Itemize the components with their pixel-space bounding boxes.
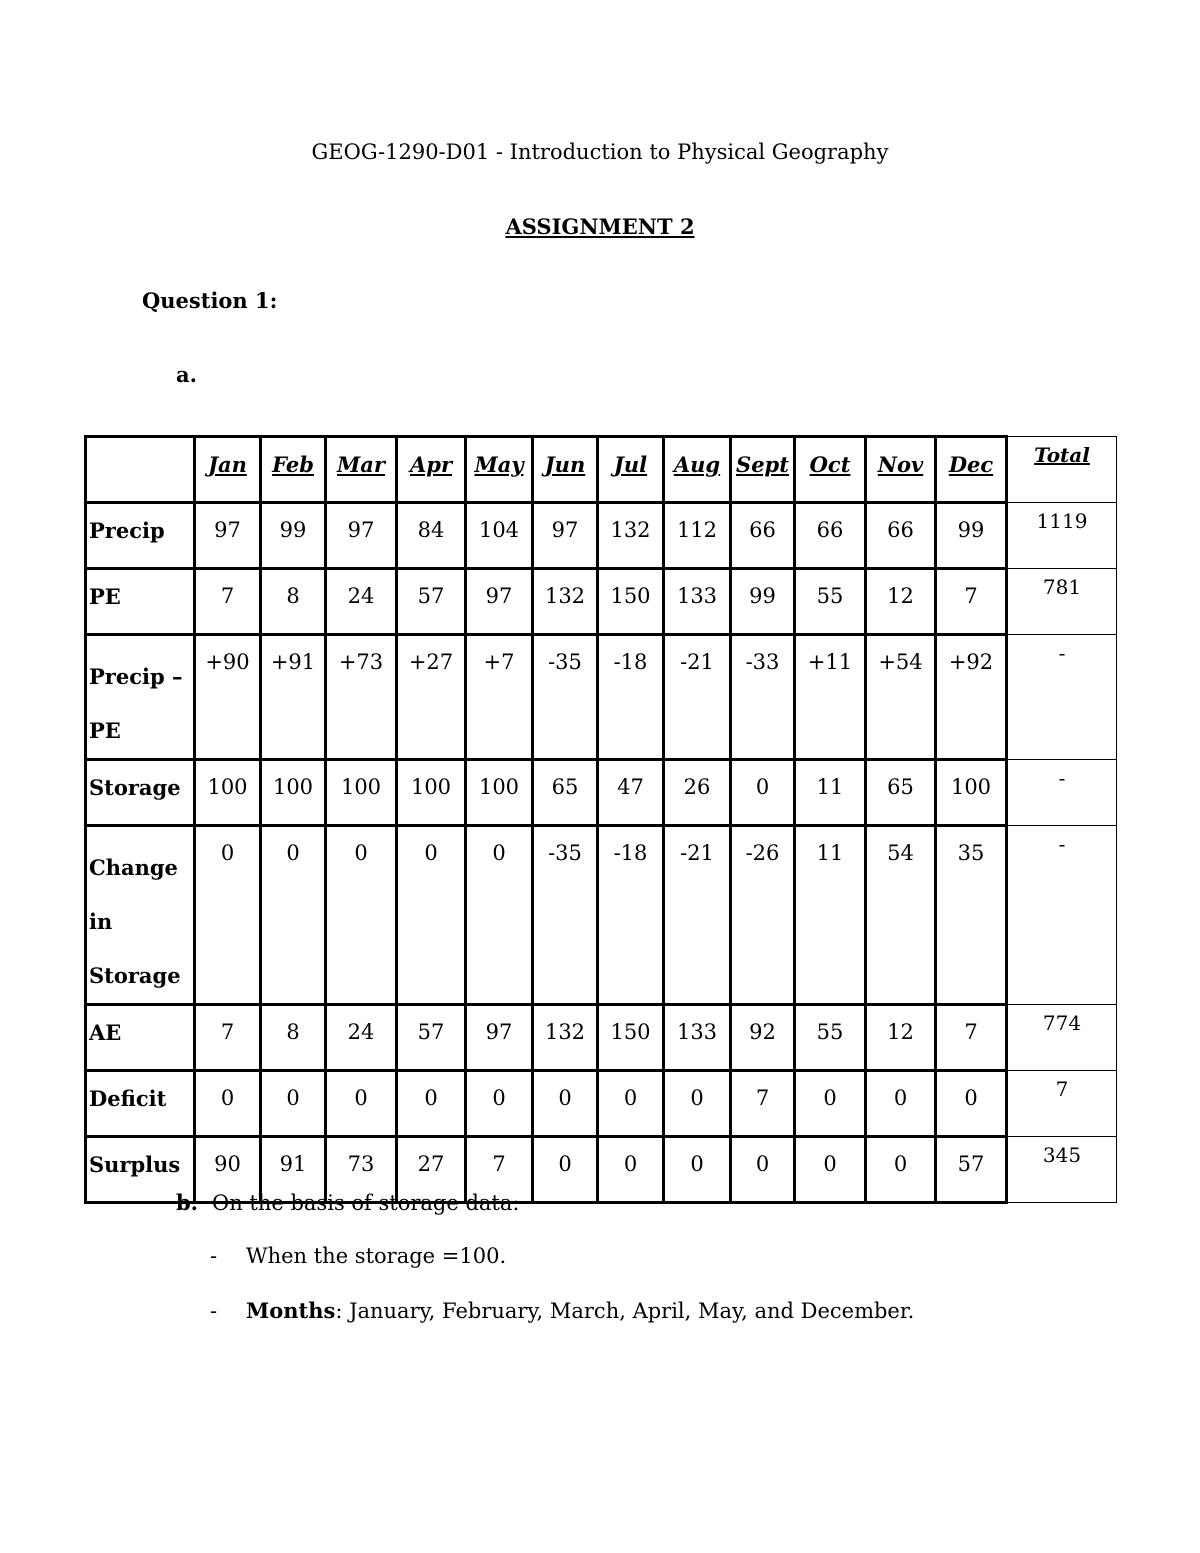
dash-bullet: - (210, 1299, 218, 1323)
table-cell: +27 (397, 635, 466, 760)
table-cell: 100 (326, 760, 397, 826)
table-cell: 0 (866, 1137, 936, 1203)
table-cell: 7 (195, 1005, 261, 1071)
table-row (86, 826, 1117, 1005)
table-cell: 0 (261, 1071, 326, 1137)
table-cell: +11 (795, 635, 866, 760)
table-cell: 97 (466, 1005, 533, 1071)
table-cell: 65 (533, 760, 598, 826)
table-cell: 0 (731, 1137, 795, 1203)
table-cell: 0 (533, 1071, 598, 1137)
table-cell: 65 (866, 760, 936, 826)
table-cell: 66 (795, 503, 866, 569)
table-cell: 55 (795, 569, 866, 635)
table-cell: 132 (533, 1005, 598, 1071)
table-cell: 0 (195, 1071, 261, 1137)
row-label: Change in Storage (86, 826, 195, 1005)
table-cell: 133 (664, 1005, 731, 1071)
table-cell: 7 (195, 569, 261, 635)
table-cell: 0 (397, 1071, 466, 1137)
dash-bullet: - (210, 1244, 218, 1268)
table-cell: 0 (664, 1137, 731, 1203)
total-header: Total (1007, 437, 1117, 503)
table-row (86, 635, 1117, 760)
table-cell: 0 (664, 1071, 731, 1137)
table-row (86, 1005, 1117, 1071)
row-label: Precip (86, 503, 195, 569)
table-cell: 26 (664, 760, 731, 826)
table-cell: 24 (326, 1005, 397, 1071)
table-cell: 100 (261, 760, 326, 826)
part-b-item-1 (210, 1244, 506, 1268)
table-cell: 73 (326, 1137, 397, 1203)
table-cell: 12 (866, 569, 936, 635)
table-cell: 7 (936, 569, 1007, 635)
total-cell: 781 (1007, 569, 1117, 635)
table-row (86, 1071, 1117, 1137)
table-cell: 90 (195, 1137, 261, 1203)
month-header: Nov (866, 437, 936, 503)
table-cell: 91 (261, 1137, 326, 1203)
table-cell: -35 (533, 826, 598, 1005)
table-cell: 0 (936, 1071, 1007, 1137)
corner-cell (86, 437, 195, 503)
table-cell: 100 (936, 760, 1007, 826)
month-header: Sept (731, 437, 795, 503)
month-header: Apr (397, 437, 466, 503)
month-header: Oct (795, 437, 866, 503)
table-cell: +90 (195, 635, 261, 760)
table-cell: 47 (598, 760, 664, 826)
row-label: Storage (86, 760, 195, 826)
table-cell: 0 (795, 1071, 866, 1137)
table-cell: 0 (326, 1071, 397, 1137)
table-cell: +54 (866, 635, 936, 760)
table-cell: 57 (936, 1137, 1007, 1203)
table-cell: 100 (466, 760, 533, 826)
month-header: Jan (195, 437, 261, 503)
month-header: Dec (936, 437, 1007, 503)
water-budget-table (84, 435, 1117, 1204)
question-label: Question 1: (142, 288, 278, 313)
table-cell: 57 (397, 1005, 466, 1071)
table-cell: +7 (466, 635, 533, 760)
table-cell: 54 (866, 826, 936, 1005)
table-cell: 100 (397, 760, 466, 826)
table-cell: 0 (466, 826, 533, 1005)
table-cell: 84 (397, 503, 466, 569)
table-cell: +91 (261, 635, 326, 760)
total-cell: 774 (1007, 1005, 1117, 1071)
row-label: Precip – PE (86, 635, 195, 760)
month-header: Feb (261, 437, 326, 503)
table-cell: 27 (397, 1137, 466, 1203)
month-header: May (466, 437, 533, 503)
month-header: Aug (664, 437, 731, 503)
table-cell: 7 (731, 1071, 795, 1137)
table-cell: 99 (261, 503, 326, 569)
part-b-label: b. (176, 1190, 198, 1215)
table-cell: 57 (397, 569, 466, 635)
table-cell: 35 (936, 826, 1007, 1005)
table-cell: 7 (936, 1005, 1007, 1071)
table-cell: +73 (326, 635, 397, 760)
table-cell: 24 (326, 569, 397, 635)
table-cell: 66 (866, 503, 936, 569)
table-cell: 133 (664, 569, 731, 635)
month-header: Mar (326, 437, 397, 503)
total-cell: 1119 (1007, 503, 1117, 569)
table-cell: 104 (466, 503, 533, 569)
part-b-line (176, 1190, 519, 1215)
table-cell: 0 (598, 1137, 664, 1203)
total-cell: - (1007, 760, 1117, 826)
total-cell: - (1007, 635, 1117, 760)
table-cell: -33 (731, 635, 795, 760)
total-cell: 345 (1007, 1137, 1117, 1203)
table-cell: -18 (598, 635, 664, 760)
table-cell: 8 (261, 1005, 326, 1071)
table-cell: 12 (866, 1005, 936, 1071)
row-label: Deficit (86, 1071, 195, 1137)
table-cell: 0 (731, 760, 795, 826)
part-b-text: On the basis of storage data: (212, 1191, 520, 1215)
table-cell: -18 (598, 826, 664, 1005)
table-cell: 97 (195, 503, 261, 569)
table-cell: 0 (866, 1071, 936, 1137)
table-cell: 0 (326, 826, 397, 1005)
part-b-item-2 (210, 1298, 914, 1323)
table-cell: 0 (261, 826, 326, 1005)
table-cell: 97 (533, 503, 598, 569)
table-cell: 0 (598, 1071, 664, 1137)
row-label: Surplus (86, 1137, 195, 1203)
months-text: : January, February, March, April, May, and December. (335, 1299, 915, 1323)
table-cell: -21 (664, 826, 731, 1005)
table-cell: 0 (533, 1137, 598, 1203)
row-label: AE (86, 1005, 195, 1071)
table-cell: 99 (936, 503, 1007, 569)
part-a-label: a. (176, 362, 197, 387)
table-cell: 7 (466, 1137, 533, 1203)
table-cell: 55 (795, 1005, 866, 1071)
course-title: GEOG-1290-D01 - Introduction to Physical Geography (311, 140, 889, 164)
table-row (86, 569, 1117, 635)
table-cell: 100 (195, 760, 261, 826)
header-row (86, 437, 1117, 503)
table-cell: 150 (598, 1005, 664, 1071)
table-cell: 8 (261, 569, 326, 635)
row-label: PE (86, 569, 195, 635)
table-cell: 97 (466, 569, 533, 635)
table-cell: -35 (533, 635, 598, 760)
months-label: Months (246, 1298, 336, 1323)
table-row (86, 503, 1117, 569)
table-cell: 99 (731, 569, 795, 635)
table-cell: 0 (466, 1071, 533, 1137)
table-cell: 112 (664, 503, 731, 569)
table-cell: 132 (598, 503, 664, 569)
table-cell: 0 (195, 826, 261, 1005)
table-cell: +92 (936, 635, 1007, 760)
table-cell: 150 (598, 569, 664, 635)
assignment-title: ASSIGNMENT 2 (505, 214, 695, 239)
table-cell: 11 (795, 760, 866, 826)
table-cell: 92 (731, 1005, 795, 1071)
total-cell: - (1007, 826, 1117, 1005)
table-cell: 0 (397, 826, 466, 1005)
total-cell: 7 (1007, 1071, 1117, 1137)
storage-condition-text: When the storage =100. (246, 1244, 507, 1268)
month-header: Jul (598, 437, 664, 503)
table-cell: 0 (795, 1137, 866, 1203)
table-cell: 132 (533, 569, 598, 635)
table-cell: 97 (326, 503, 397, 569)
table-row (86, 760, 1117, 826)
table-cell: 66 (731, 503, 795, 569)
month-header: Jun (533, 437, 598, 503)
table-cell: -26 (731, 826, 795, 1005)
table-cell: -21 (664, 635, 731, 760)
table-cell: 11 (795, 826, 866, 1005)
